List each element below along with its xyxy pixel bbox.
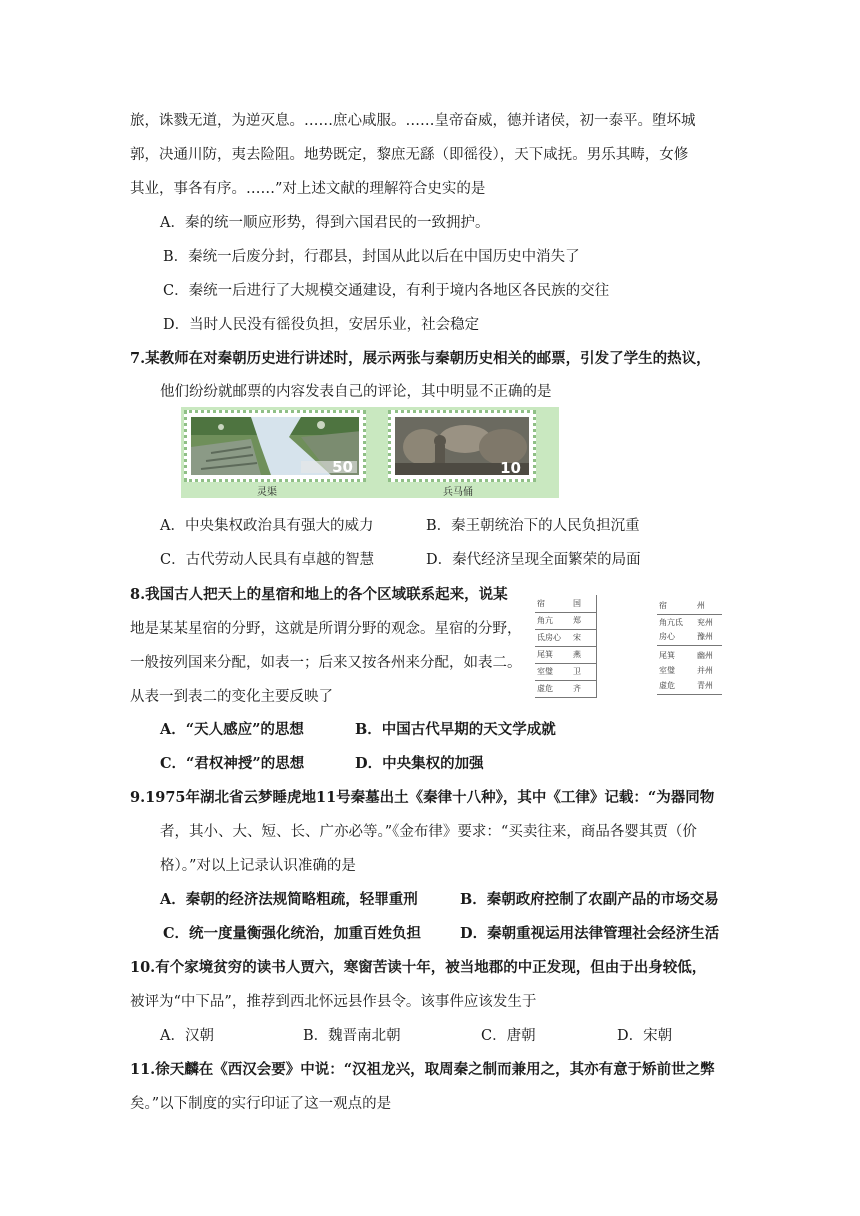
table-two-row: 尾箕 幽州 [659,651,713,660]
q9-option-d: D．秦朝重视运用法律管理社会经济生活 [460,925,720,942]
table-two-row: 室璧 并州 [659,666,713,675]
table-two-row: 角亢氐 兖州 [659,618,713,627]
q8-option-a: A．“天人感应”的思想 [160,721,304,738]
lingqu-stamp [184,410,366,482]
q10-option-a: A．汉朝 [160,1028,214,1044]
q10-text-line-2: 被评为“中下品”，推荐到西北怀远县作县令。该事件应该发生于 [130,994,537,1010]
table-one-header: 宿 国 [535,595,597,613]
table-one-row: 室璧 卫 [535,663,597,681]
table-two-header: 宿 州 [657,597,722,615]
table-one-row: 尾箕 燕 [535,646,597,664]
q10-option-c: C．唐朝 [481,1028,536,1044]
q9-text-line-3: 格）。”对以上记录认识准确的是 [160,858,356,874]
q10-option-b: B．魏晋南北朝 [303,1028,401,1044]
table-two-row: 虚危 青州 [657,677,722,695]
q6-option-a: A．秦的统一顺应形势，得到六国君民的一致拥护。 [160,215,490,231]
q7-option-b: B．秦王朝统治下的人民负担沉重 [426,518,640,534]
q6-text-line-3: 其业，事各有序。……”对上述文献的理解符合史实的是 [130,181,486,197]
q8-text-line-4: 从表一到表二的变化主要反映了 [130,689,333,705]
stamps-image [181,407,559,498]
q6-text-line-1: 旅，诛戮无道，为逆灭息。……庶心咸服。……皇帝奋威，德并诸侯，初一泰平。堕坏城 [130,113,696,129]
q9-option-b: B．秦朝政府控制了农副产品的市场交易 [460,891,719,908]
q9-text-line-1: 9.1975年湖北省云梦睡虎地11号秦墓出土《秦律十八种》，其中《工律》记载：“为器同物 [130,789,715,806]
q6-option-c: C．秦统一后进行了大规模交通建设，有利于境内各地区各民族的交往 [163,283,610,299]
lingqu-caption: 灵渠 [257,487,277,498]
q8-text-line-2: 地是某某星宿的分野，这就是所谓分野的观念。星宿的分野， [130,621,522,637]
q8-option-c: C．“君权神授”的思想 [160,755,305,772]
q7-option-d: D．秦代经济呈现全面繁荣的局面 [426,552,641,568]
q7-text-line-1: 7.某教师在对秦朝历史进行讲述时，展示两张与秦朝历史相关的邮票，引发了学生的热议， [130,350,711,367]
q6-option-d: D．当时人民没有徭役负担，安居乐业，社会稳定 [163,317,480,333]
terracotta-stamp [388,410,536,482]
table-one-row: 虚危 齐 [535,680,597,698]
q11-text-line-2: 矣。”以下制度的实行印证了这一观点的是 [130,1096,392,1112]
terracotta-caption: 兵马俑 [443,487,473,498]
q7-option-c: C．古代劳动人民具有卓越的智慧 [160,552,375,568]
q11-text-line-1: 11.徐天麟在《西汉会要》中说：“汉祖龙兴，取周秦之制而兼用之，其亦有意于矫前世之弊 [130,1061,715,1078]
table-two [657,597,722,697]
q8-text-line-1: 8.我国古人把天上的星宿和地上的各个区域联系起来，说某 [130,586,508,603]
q10-option-d: D．宋朝 [617,1028,673,1044]
q10-text-line-1: 10.有个家境贫穷的读书人贾六，寒窗苦读十年，被当地郡的中正发现，但由于出身较低， [130,959,707,976]
table-one [535,595,597,698]
q9-option-a: A．秦朝的经济法规简略粗疏，轻罪重刑 [160,891,418,908]
q9-text-line-2: 者，其小、大、短、长、广亦必等。”《金布律》要求：“买卖往来，商品各婴其贾（价 [160,824,697,840]
q6-text-line-2: 郭，决通川防，夷去险阻。地势既定，黎庶无繇（即徭役），天下咸抚。男乐其畴，女修 [130,147,689,163]
table-one-row: 氐房心 宋 [535,629,597,647]
lingqu-stamp-value: 50 [332,458,353,476]
q6-option-b: B．秦统一后废分封，行郡县，封国从此以后在中国历史中消失了 [163,249,580,265]
table-two-row: 房心 豫州 [657,628,722,646]
terracotta-stamp-value: 10 [500,459,521,477]
q8-option-b: B．中国古代早期的天文学成就 [355,721,556,738]
table-one-row: 角亢 郑 [535,612,597,630]
q7-option-a: A．中央集权政治具有强大的威力 [160,518,374,534]
q7-text-line-2: 他们纷纷就邮票的内容发表自己的评论，其中明显不正确的是 [160,384,552,400]
q8-text-line-3: 一般按列国来分配，如表一；后来又按各州来分配，如表二。 [130,655,522,671]
q9-option-c: C．统一度量衡强化统治，加重百姓负担 [163,925,422,942]
q8-option-d: D．中央集权的加强 [355,755,484,772]
